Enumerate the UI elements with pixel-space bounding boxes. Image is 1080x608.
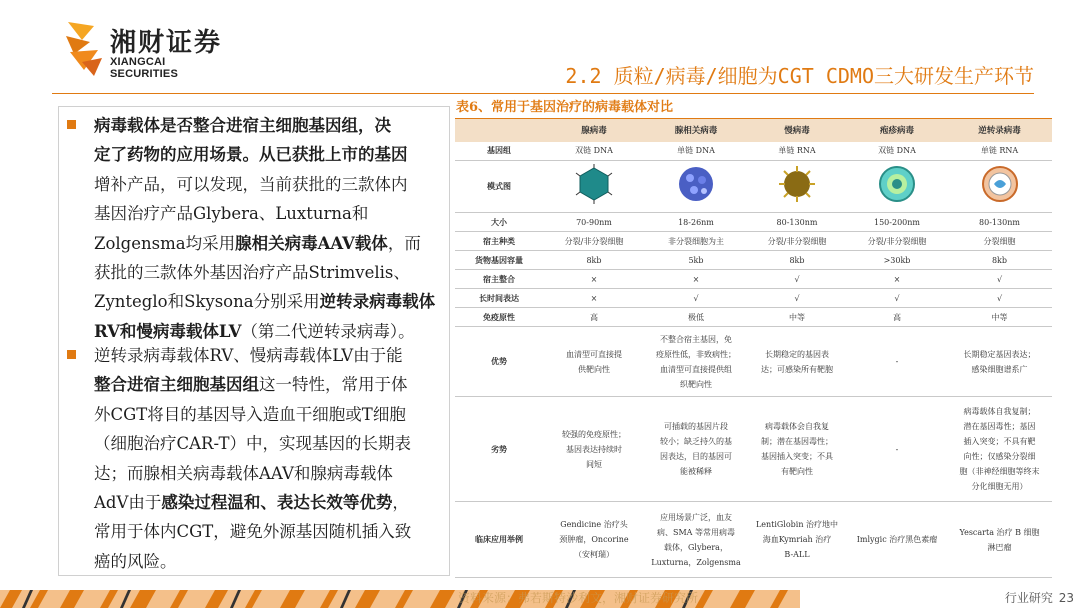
text-line: 癌的风险。 [94, 551, 177, 571]
table-cell: 单链 DNA [645, 142, 747, 161]
table-cell: 18-26nm [645, 213, 747, 232]
table-cell: × [543, 289, 645, 308]
row-header: 货物基因容量 [455, 251, 543, 270]
table-cell: >30kb [847, 251, 947, 270]
table-row [455, 397, 1052, 502]
table-cell [645, 161, 747, 213]
table-header-row [455, 119, 1052, 142]
table-cell: LentiGlobin 治疗地中 海血Kymriah 治疗 B-ALL [747, 502, 847, 578]
text-line: RV和慢病毒载体LV（第二代逆转录病毒）。 [94, 321, 415, 341]
text-line: 常用于体内CGT，避免外源基因随机插入致 [94, 522, 412, 542]
row-header: 大小 [455, 213, 543, 232]
text-line: 基因治疗产品Glybera、Luxturna和 [94, 204, 369, 224]
table-cell: 应用场景广泛，血友 病、SMA 等常用病毒 载体，Glybera， Luxturna，Zolgensma [645, 502, 747, 578]
footer-label: 行业研究 23 [1004, 591, 1074, 605]
table-cell: 8kb [747, 251, 847, 270]
row-header: 宿主种类 [455, 232, 543, 251]
table-cell: 分裂/非分裂细胞 [847, 232, 947, 251]
table-cell: √ [747, 270, 847, 289]
table-cell: 可插载的基因片段 较小；缺乏持久的基 因表达，目的基因可 能被稀释 [645, 397, 747, 502]
table-cell: 病毒载体会自我复 制；潜在基因毒性； 基因插入突变；不具 有靶向性 [747, 397, 847, 502]
row-header: 优势 [455, 327, 543, 397]
table-cell: √ [947, 270, 1052, 289]
table-row [455, 142, 1052, 161]
text-line: 整合进宿主细胞基因组这一特性，常用于体 [94, 375, 408, 395]
table-cell: 8kb [947, 251, 1052, 270]
table-caption: 表6、常用于基因治疗的病毒载体对比 [456, 100, 674, 115]
table-cell: 单链 RNA [947, 142, 1052, 161]
table-cell: √ [645, 289, 747, 308]
table-cell: 分裂/非分裂细胞 [747, 232, 847, 251]
table-cell: √ [947, 289, 1052, 308]
table-cell: 8kb [543, 251, 645, 270]
table-cell: 非分裂细胞为主 [645, 232, 747, 251]
adenovirus-icon [574, 164, 614, 204]
table-cell: 分裂细胞 [947, 232, 1052, 251]
row-header: 基因组 [455, 142, 543, 161]
table-row [455, 232, 1052, 251]
table-cell [947, 161, 1052, 213]
table-cell: 70-90nm [543, 213, 645, 232]
table-cell [747, 161, 847, 213]
table-cell: 双链 DNA [847, 142, 947, 161]
lentivirus-icon [777, 164, 817, 204]
table-cell: 单链 RNA [747, 142, 847, 161]
text-line: Zynteglo和Skysona分别采用逆转录病毒载体 [94, 292, 436, 312]
bullet-2 [67, 341, 439, 576]
herpesvirus-icon [877, 164, 917, 204]
text-line: 增补产品，可以发现，当前获批的三款体内 [94, 174, 408, 194]
text-panel [58, 106, 450, 576]
page-number: 23 [1058, 591, 1074, 605]
table-cell: 血清型可直接提 供靶向性 [543, 327, 645, 397]
vector-comparison-table [455, 118, 1052, 578]
table-row [455, 502, 1052, 578]
table-cell: 150-200nm [847, 213, 947, 232]
table-row [455, 161, 1052, 213]
table-row [455, 213, 1052, 232]
header-cell: 腺病毒 [543, 119, 645, 142]
text-line: 逆转录病毒载体RV、慢病毒载体LV由于能 [94, 346, 403, 365]
row-header: 模式图 [455, 161, 543, 213]
table-cell: 80-130nm [947, 213, 1052, 232]
table-cell: 双链 DNA [543, 142, 645, 161]
table-cell: 高 [543, 308, 645, 327]
logo [64, 16, 234, 78]
table-cell: × [847, 270, 947, 289]
table-cell: √ [747, 289, 847, 308]
header-cell: 慢病毒 [747, 119, 847, 142]
row-header: 劣势 [455, 397, 543, 502]
table-cell: 极低 [645, 308, 747, 327]
source-note: 资料来源：弗若斯特沙利文，湘财证券研究所 [458, 591, 699, 605]
text-line: （细胞治疗CAR-T）中，实现基因的长期表 [94, 434, 411, 454]
table-cell: 不整合宿主基因，免 疫原性低，非致病性； 血清型可直接提供组 织靶向性 [645, 327, 747, 397]
table-row [455, 270, 1052, 289]
text-line: 获批的三款体外基因治疗产品Strimvelis、 [94, 263, 410, 283]
table-cell: Yescarta 治疗 B 细胞 淋巴瘤 [947, 502, 1052, 578]
bullet-square-icon [67, 120, 76, 129]
table-cell [543, 161, 645, 213]
row-header: 长时间表达 [455, 289, 543, 308]
table-cell: 80-130nm [747, 213, 847, 232]
table-row [455, 327, 1052, 397]
header-cell: 逆转录病毒 [947, 119, 1052, 142]
bullet-square-icon [67, 350, 76, 359]
title-divider [52, 93, 1034, 94]
text-line: 外CGT将目的基因导入造血干细胞或T细胞 [94, 404, 406, 424]
table-cell: √ [847, 289, 947, 308]
retrovirus-icon [980, 164, 1020, 204]
table-cell: 中等 [747, 308, 847, 327]
brand-name-cn: 湘财证券 [110, 28, 223, 58]
bullet-1 [67, 111, 439, 346]
table-row [455, 308, 1052, 327]
xiangcai-logo-mark [64, 18, 104, 76]
table-cell: 较强的免疫原性； 基因表达持续时 间短 [543, 397, 645, 502]
header-cell [455, 119, 543, 142]
text-line: Zolgensma均采用腺相关病毒AAV载体，而 [94, 233, 421, 253]
table-cell: 高 [847, 308, 947, 327]
table-cell: 分裂/非分裂细胞 [543, 232, 645, 251]
table-cell: × [645, 270, 747, 289]
brand-name-en: XIANGCAI SECURITIES [110, 56, 179, 80]
table-cell: - [847, 327, 947, 397]
text-line: 病毒载体是否整合进宿主细胞基因组，决 [94, 116, 391, 135]
table-cell: 病毒载体自我复制； 潜在基因毒性；基因 插入突变；不具有靶 向性；仅感染分裂细 胞（非神经细胞等终末 分化细胞无用） [947, 397, 1052, 502]
table-cell: 长期稳定的基因表 达；可感染所有靶胞 [747, 327, 847, 397]
header-cell: 疱疹病毒 [847, 119, 947, 142]
table-cell: 长期稳定基因表达； 感染细胞谱系广 [947, 327, 1052, 397]
header-cell: 腺相关病毒 [645, 119, 747, 142]
aav-icon [676, 164, 716, 204]
table-cell: 中等 [947, 308, 1052, 327]
table-cell: × [543, 270, 645, 289]
table-row [455, 251, 1052, 270]
row-header: 宿主整合 [455, 270, 543, 289]
table-cell: - [847, 397, 947, 502]
table-cell [847, 161, 947, 213]
table-cell: Gendicine 治疗头 颈肿瘤，Oncorine （安柯瑞） [543, 502, 645, 578]
table-cell: Imlygic 治疗黑色素瘤 [847, 502, 947, 578]
table-cell: 5kb [645, 251, 747, 270]
text-line: AdV由于感染过程温和、表达长效等优势， [94, 493, 409, 513]
page-title: 2.2 质粒/病毒/细胞为CGT CDMO三大研发生产环节 [565, 64, 1034, 88]
text-line: 达；而腺相关病毒载体AAV和腺病毒载体 [94, 463, 393, 483]
table-row [455, 289, 1052, 308]
text-line: 定了药物的应用场景。从已获批上市的基因 [94, 145, 408, 165]
row-header: 免疫原性 [455, 308, 543, 327]
row-header: 临床应用举例 [455, 502, 543, 578]
